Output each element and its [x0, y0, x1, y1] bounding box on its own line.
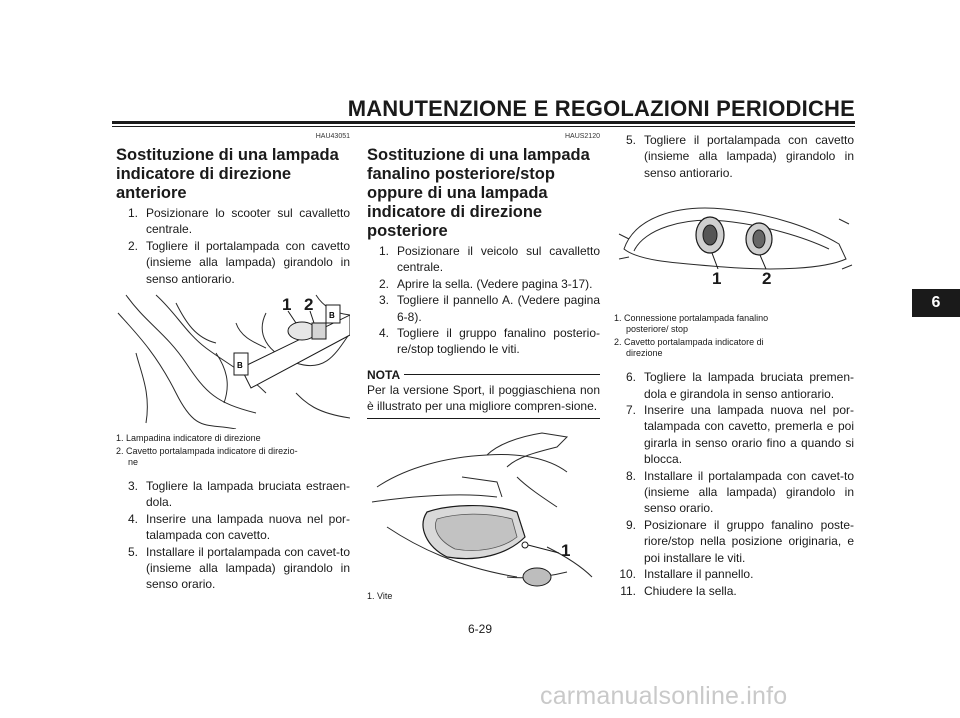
caption-item: [367, 591, 600, 602]
step-number: 11.: [620, 583, 636, 598]
list-item: [367, 276, 600, 292]
step-text: Aprire la sella. (Vedere pagina 3-17).: [397, 276, 593, 291]
step-text: Posizionare il veicolo sul cavalletto centrale.: [397, 244, 600, 275]
list-item: [116, 478, 350, 511]
figure-front-indicator: [116, 293, 350, 429]
step-text: Togliere il gruppo fanalino posterio-re/stop togliendo le viti.: [397, 326, 600, 357]
rear-socket-illustration: [614, 189, 854, 309]
figure-rear-socket: [614, 189, 854, 309]
figure-label-1: 1: [561, 540, 571, 560]
steps-list: [614, 369, 854, 599]
caption-text: Lampadina indicatore di direzione: [126, 433, 261, 444]
list-item: [116, 511, 350, 544]
note-rule: [404, 374, 600, 375]
figure-label-2: 2: [762, 269, 772, 289]
figure-label-1: 1: [282, 295, 292, 315]
step-number: 5.: [625, 133, 636, 147]
list-item: [614, 132, 854, 181]
page-title: MANUTENZIONE E REGOLAZIONI PERIODICHE: [347, 96, 855, 121]
note-heading: [367, 368, 600, 382]
step-number: 4.: [127, 511, 138, 526]
step-number: 3.: [127, 479, 138, 494]
note-box: [367, 368, 600, 419]
caption-item: [116, 433, 350, 444]
list-item: [614, 369, 854, 402]
list-item: [116, 238, 350, 287]
step-text: Inserire una lampada nuova nel por-talampada con cavetto.: [146, 511, 350, 543]
rear-light-illustration: [367, 427, 600, 587]
step-text: Togliere il pannello A. (Vedere pagina 6-8).: [397, 293, 600, 324]
steps-list: [614, 132, 854, 181]
list-item: [367, 325, 600, 358]
step-number: 2.: [127, 238, 138, 253]
list-item: [367, 243, 600, 276]
list-item: [614, 517, 854, 566]
step-number: 1.: [378, 244, 389, 258]
caption-item: [614, 313, 854, 335]
step-text: Installare il portalampada con cavet-to (insieme alla lampada) girandolo in senso orario.: [644, 468, 854, 516]
list-item: [614, 583, 854, 599]
section-title: Sostituzione di una lampada indicatore di direzione anteriore: [116, 146, 339, 202]
step-text: Chiudere la sella.: [644, 583, 737, 598]
step-text: Installare il portalampada con cavet-to (insieme alla lampada) girandolo in senso orario.: [146, 544, 350, 592]
step-number: 9.: [625, 517, 636, 532]
caption-text: Cavetto portalampada indicatore di: [624, 337, 764, 348]
caption-text: ne: [128, 457, 139, 468]
step-number: 8.: [625, 468, 636, 483]
caption-text: Vite: [377, 590, 393, 601]
step-text: Togliere il portalampada con cavetto (insieme alla lampada) girandolo in senso antiorario.: [146, 238, 350, 286]
caption-text: direzione: [626, 348, 663, 359]
svg-text:B: B: [329, 311, 335, 321]
section-front-indicator: [116, 132, 350, 593]
header-rule: [112, 121, 855, 124]
caption-text: posteriore/ stop: [626, 324, 689, 335]
caption-number: 1.: [614, 313, 622, 324]
step-text: Togliere la lampada bruciata estraen-dola.: [146, 479, 350, 510]
steps-list: [367, 243, 600, 358]
list-item: [367, 292, 600, 325]
steps-list: [116, 478, 350, 593]
caption-number: 2.: [614, 337, 622, 348]
section-rear-light-cont: [614, 132, 854, 599]
section-title: Sostituzione di una lampada fanalino posteriore/stop oppure di una lampada indicatore di direzione posteriore: [367, 146, 590, 240]
steps-list: [116, 205, 350, 287]
step-text: Posizionare lo scooter sul cavalletto centrale.: [146, 206, 350, 237]
caption-number: 1.: [367, 590, 375, 601]
note-label: NOTA: [367, 367, 401, 382]
list-item: [116, 544, 350, 593]
step-number: 6.: [625, 370, 636, 385]
caption-number: 2.: [116, 446, 124, 457]
caption-item: [116, 446, 350, 468]
caption-text: Connessione portalampada fanalino: [624, 313, 769, 324]
front-indicator-illustration: [116, 293, 350, 429]
chapter-tab: 6: [912, 289, 960, 317]
caption-text: Cavetto portalampada indicatore di direzio-: [126, 446, 298, 457]
svg-text:B: B: [237, 361, 243, 371]
note-end-rule: [367, 418, 600, 419]
caption-number: 1.: [116, 433, 124, 444]
step-number: 7.: [625, 403, 636, 418]
section-code: HAU43051: [315, 133, 350, 140]
header-rule-thin: [112, 126, 855, 127]
caption-item: [614, 337, 854, 359]
step-text: Installare il pannello.: [644, 567, 754, 582]
step-number: 5.: [127, 544, 138, 559]
figure-label-2: 2: [304, 295, 314, 315]
list-item: [614, 468, 854, 517]
list-item: [116, 205, 350, 238]
figure-label-1: 1: [712, 269, 722, 289]
figure-rear-light: [367, 427, 600, 587]
page-number: 6-29: [467, 622, 493, 636]
note-text: Per la versione Sport, il poggiaschiena non è illustrato per una migliore compren-sione.: [367, 382, 600, 413]
step-text: Togliere il portalampada con cavetto (insieme alla lampada) girandolo in senso antiorario.: [644, 133, 854, 180]
step-text: Togliere la lampada bruciata premen-dola e girandola in senso antiorario.: [644, 370, 854, 401]
step-number: 3.: [378, 293, 389, 308]
step-text: Posizionare il gruppo fanalino poste-riore/stop nella posizione originaria, e poi installare le viti.: [644, 517, 854, 565]
list-item: [614, 566, 854, 582]
watermark: carmanualsonline.info: [540, 682, 788, 710]
section-rear-light: [367, 132, 600, 604]
step-number: 4.: [378, 326, 389, 341]
figure-captions: [116, 433, 350, 468]
list-item: [614, 402, 854, 468]
step-number: 1.: [127, 206, 138, 220]
figure-captions: [614, 313, 854, 359]
section-code: HAUS2120: [564, 133, 600, 140]
step-number: 2.: [378, 276, 389, 291]
step-text: Inserire una lampada nuova nel por-talampada con cavetto, premerla e poi girarla in senso orario fino a quando si blocca.: [644, 403, 854, 467]
step-number: 10.: [619, 567, 636, 582]
